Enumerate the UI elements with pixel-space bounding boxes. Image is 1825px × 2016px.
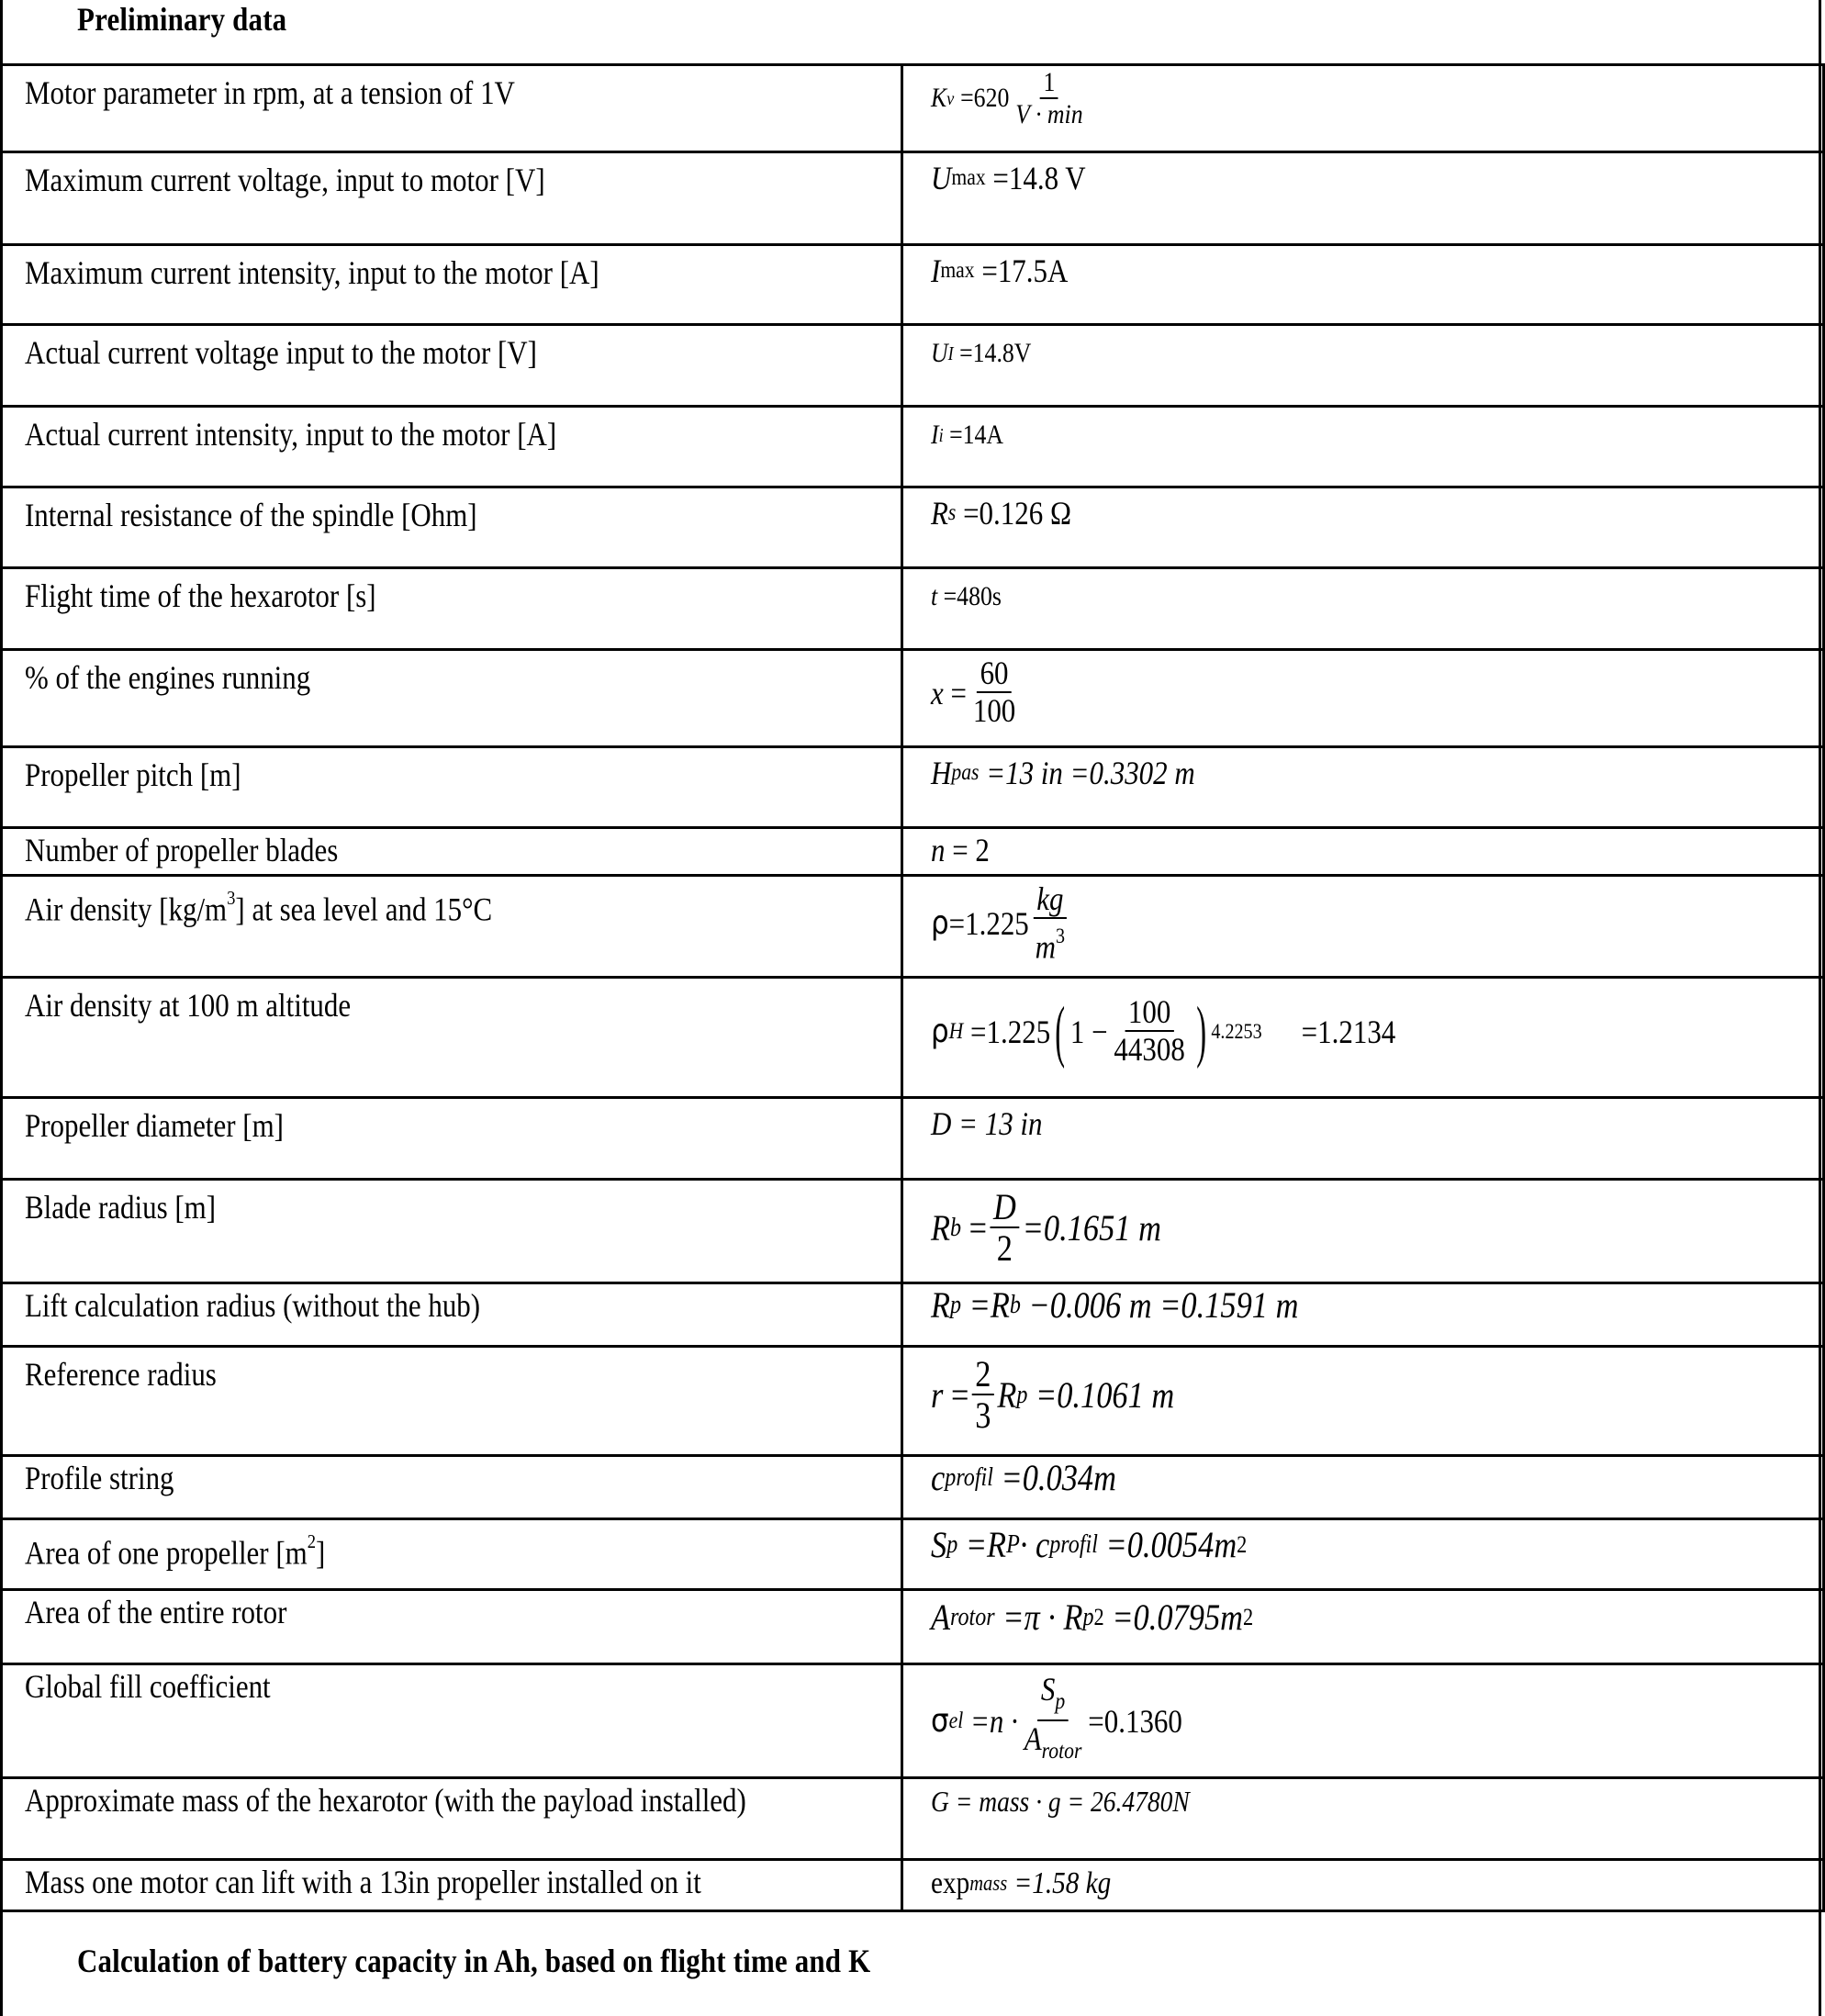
row-formula: n = 2: [902, 828, 1824, 876]
row-formula: ρ H =1.225 ( 1 − $\frac{100}{44308}$ ) 4.2253 =1.2134: [902, 978, 1824, 1098]
preliminary-data-table: [0, 63, 1825, 1912]
row-label: Maximum current intensity, input to the motor [A]: [2, 245, 902, 325]
row-label: Blade radius [m]: [2, 1180, 902, 1283]
row-label: Actual current voltage input to the motor [V]: [2, 325, 902, 407]
table-row: [2, 1283, 1824, 1347]
row-formula: r = $\frac{2}{3}$ R p =0.1061 m: [902, 1347, 1824, 1456]
row-label: Global fill coefficient: [2, 1664, 902, 1778]
table-row: [2, 325, 1824, 407]
row-formula: R p =R b −0.006 m =0.1591 m: [902, 1283, 1824, 1347]
row-formula: R b = $\frac{D}{2}$ =0.1651 m: [902, 1180, 1824, 1283]
table-row: [2, 1180, 1824, 1283]
table-row: [2, 650, 1824, 747]
row-formula: R s =0.126 Ω: [902, 487, 1824, 568]
row-label: Approximate mass of the hexarotor (with the payload installed): [2, 1778, 902, 1860]
table-row: [2, 1664, 1824, 1778]
row-formula: exp mass =1.58 kg: [902, 1860, 1824, 1911]
table-row: [2, 1347, 1824, 1456]
row-label: Area of one propeller $[m^2]$: [2, 1519, 902, 1590]
table-row: [2, 152, 1824, 245]
row-formula: σ el =n · $\frac{S_p}{A_{rotor}}$ =0.1360: [902, 1664, 1824, 1778]
section-title-preliminary-data: Preliminary data: [77, 1, 287, 38]
table-row: [2, 65, 1824, 152]
table-row: [2, 1860, 1824, 1911]
row-formula: ρ =1.225 $\frac{kg}{m^3}$: [902, 876, 1824, 978]
table-row: [2, 1098, 1824, 1180]
row-formula: D = 13 in: [902, 1098, 1824, 1180]
row-label: Flight time of the hexarotor [s]: [2, 568, 902, 650]
row-label: Maximum current voltage, input to motor [V]: [2, 152, 902, 245]
table-row: [2, 747, 1824, 828]
row-label: Area of the entire rotor: [2, 1590, 902, 1664]
row-formula: I i =14A: [902, 407, 1824, 487]
row-label: Actual current intensity, input to the motor [A]: [2, 407, 902, 487]
section-title-battery-capacity: Calculation of battery capacity in Ah, based on flight time and K: [77, 1943, 871, 1979]
table-row: [2, 487, 1824, 568]
row-label: Lift calculation radius (without the hub): [2, 1283, 902, 1347]
table-row: [2, 1778, 1824, 1860]
row-label: Propeller diameter [m]: [2, 1098, 902, 1180]
row-label: Number of propeller blades: [2, 828, 902, 876]
row-label: Internal resistance of the spindle [Ohm]: [2, 487, 902, 568]
table-row: [2, 1456, 1824, 1519]
row-label: Motor parameter in rpm, at a tension of 1V: [2, 65, 902, 152]
row-formula: x = $\frac{60}{100}$: [902, 650, 1824, 747]
table-row: [2, 876, 1824, 978]
table-row: [2, 1590, 1824, 1664]
row-formula: U I =14.8V: [902, 325, 1824, 407]
row-formula: G = mass · g = 26.4780N: [902, 1778, 1824, 1860]
table-row: [2, 1519, 1824, 1590]
row-formula: c profil =0.034m: [902, 1456, 1824, 1519]
table-row: [2, 978, 1824, 1098]
table-row: [2, 245, 1824, 325]
row-formula: K v =620 $\frac{1}{V \cdot \min}$: [902, 65, 1824, 152]
row-label: Mass one motor can lift with a 13in propeller installed on it: [2, 1860, 902, 1911]
row-formula: I max =17.5A: [902, 245, 1824, 325]
row-label: Profile string: [2, 1456, 902, 1519]
row-formula: S p =R P · c profil =0.0054m 2: [902, 1519, 1824, 1590]
table-row: [2, 407, 1824, 487]
row-formula: H pas =13 in =0.3302 m: [902, 747, 1824, 828]
row-label: % of the engines running: [2, 650, 902, 747]
row-label: Air density at 100 m altitude: [2, 978, 902, 1098]
row-label: Propeller pitch [m]: [2, 747, 902, 828]
table-row: [2, 568, 1824, 650]
table-row: [2, 828, 1824, 876]
row-formula: t =480s: [902, 568, 1824, 650]
row-formula: A rotor =π · R p 2 =0.0795m 2: [902, 1590, 1824, 1664]
row-label: Reference radius: [2, 1347, 902, 1456]
row-label: Air density $[kg/m^3]$ at sea level and 15°C: [2, 876, 902, 978]
row-formula: U max =14.8 V: [902, 152, 1824, 245]
